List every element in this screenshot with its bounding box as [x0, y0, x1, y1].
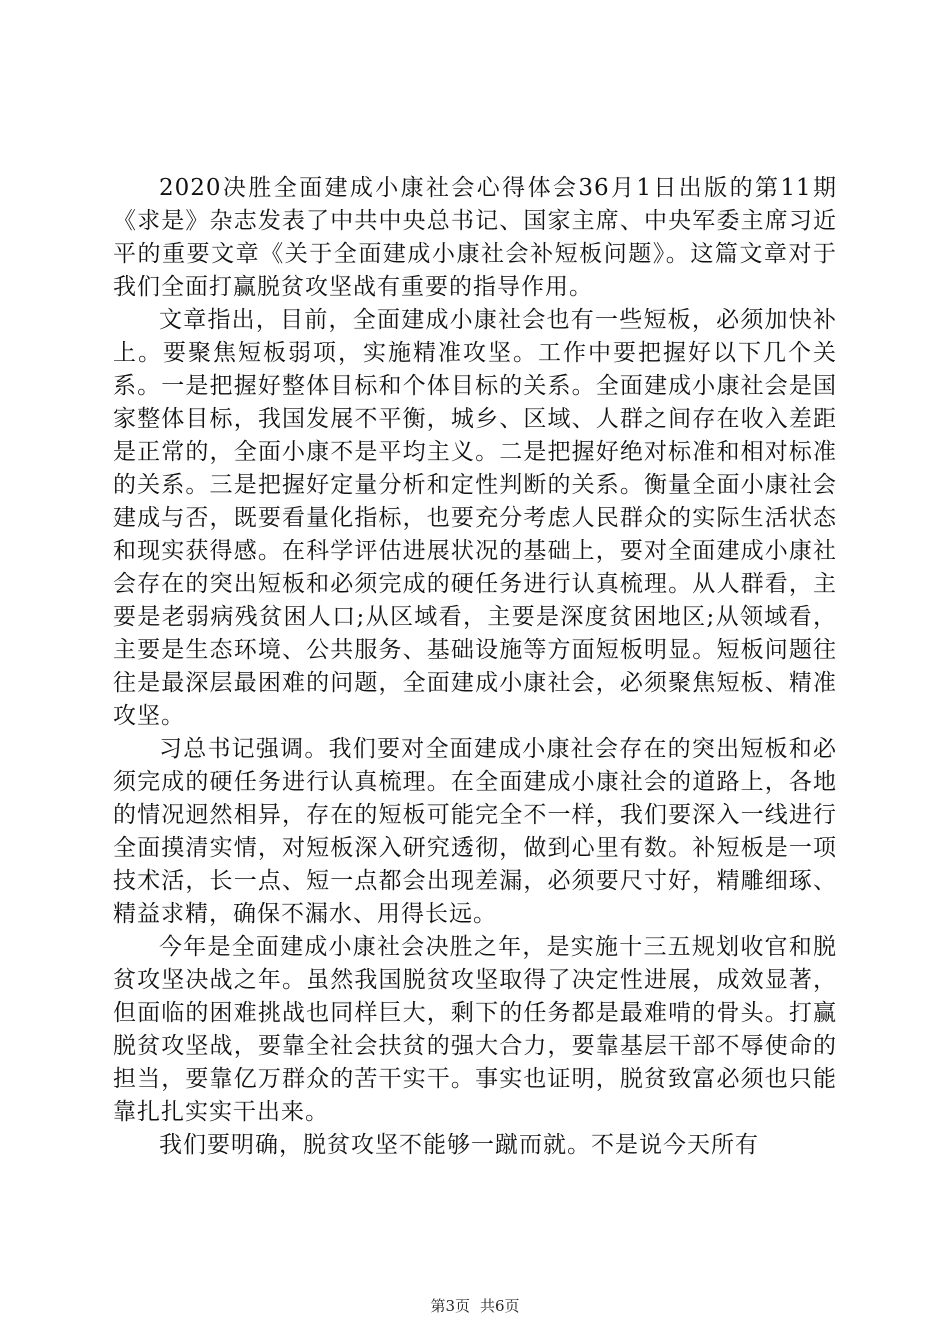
- paragraph-3: 习总书记强调。我们要对全面建成小康社会存在的突出短板和必须完成的硬任务进行认真梳理。在全面建成小康社会的道路上，各地的情况迥然相异，存在的短板可能完全不一样，我们要深入一线进行全面摸清实情，对短板深入研究透彻，做到心里有数。补短板是一项技术活，长一点、短一点都会出现差漏，必须要尺寸好，精雕细琢、精益求精，确保不漏水、用得长远。: [113, 736, 837, 927]
- paragraph-2: 文章指出，目前，全面建成小康社会也有一些短板，必须加快补上。要聚焦短板弱项，实施精准攻坚。工作中要把握好以下几个关系。一是把握好整体目标和个体目标的关系。全面建成小康社会是国家整体目标，我国发展不平衡，城乡、区域、人群之间存在收入差距是正常的，全面小康不是平均主义。二是把握好绝对标准和相对标准的关系。三是把握好定量分析和定性判断的关系。衡量全面小康社会建成与否，既要看量化指标，也要充分考虑人民群众的实际生活状态和现实获得感。在科学评估进展状况的基础上，要对全面建成小康社会存在的突出短板和必须完成的硬任务进行认真梳理。从人群看，主要是老弱病残贫困人口;从区域看，主要是深度贫困地区;从领域看，主要是生态环境、公共服务、基础设施等方面短板明显。短板问题往往是最深层最困难的问题，全面建成小康社会，必须聚焦短板、精准攻坚。: [113, 307, 837, 729]
- paragraph-4: 今年是全面建成小康社会决胜之年，是实施十三五规划收官和脱贫攻坚决战之年。虽然我国脱贫攻坚取得了决定性进展，成效显著，但面临的困难挑战也同样巨大，剩下的任务都是最难啃的骨头。打赢脱贫攻坚战，要靠全社会扶贫的强大合力，要靠基层干部不辱使命的担当，要靠亿万群众的苦干实干。事实也证明，脱贫致富必须也只能靠扎扎实实干出来。: [113, 934, 837, 1125]
- page-footer: [0, 1296, 950, 1316]
- page-total: 共6页: [480, 1297, 520, 1315]
- page-number: 第3页: [430, 1297, 470, 1315]
- document-body: [113, 172, 837, 1162]
- paragraph-5: 我们要明确，脱贫攻坚不能够一蹴而就。不是说今天所有: [159, 1132, 759, 1158]
- paragraph-1: 2020决胜全面建成小康社会心得体会36月1日出版的第11期《求是》杂志发表了中共中央总书记、国家主席、中央军委主席习近平的重要文章《关于全面建成小康社会补短板问题》。这篇文章对于我们全面打赢脱贫攻坚战有重要的指导作用。: [113, 175, 837, 300]
